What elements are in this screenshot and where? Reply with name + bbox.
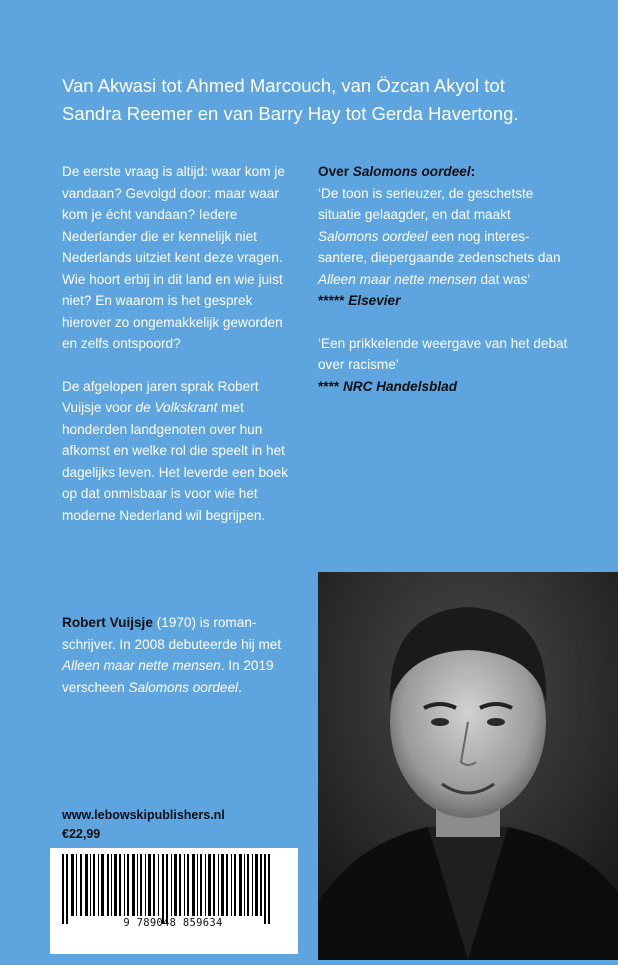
headline-line-2: Sandra Reemer en van Barry Hay tot Gerda Havertong. (62, 103, 519, 124)
quote-text: ‘Een prikkelende weergave van het debat over racisme’ (318, 335, 568, 372)
quote-text: ‘De toon is serieuzer, de geschetste situatie gelaagder, en dat maakt (318, 185, 534, 222)
author-photo (318, 572, 618, 960)
rating-stars: ***** (318, 293, 345, 308)
quote-book-title: Salomons oordeel (318, 228, 428, 244)
bio-text: . (238, 679, 242, 695)
quote-book-title: Alleen maar nette mensen (318, 271, 477, 287)
paragraph-text: De afgelopen jaren sprak Robert Vuijsje voor (62, 378, 259, 415)
bio-book-title: Salomons oordeel (128, 679, 239, 695)
reviews-heading (318, 161, 568, 183)
heading-prefix: Over (318, 164, 353, 179)
review-quote-2 (318, 333, 568, 398)
publisher-url: www.lebowskipublishers.nl (62, 808, 225, 822)
barcode (50, 848, 298, 954)
barcode-bars (50, 848, 298, 954)
quote-text: dat was’ (476, 271, 531, 287)
bio-book-title: Alleen maar nette mensen (62, 658, 221, 673)
paragraph-text: met honderden landgenoten over hun afkomst en welke rol die speelt in het dagelijks leven. Het leverde een boek op dat onmisbaar is voor wie het moderne Nederland wil begrijpen. (62, 400, 288, 523)
description-column (62, 161, 294, 547)
description-paragraph-1: De eerste vraag is altijd: waar kom je vandaan? Gevolgd door: maar waar kom je écht vandaan? Iedere Nederlander die er kennelijk niet Nederlands uitziet kent deze vragen. Wie hoort erbij in dit land en wie juist niet? En waarom is het gesprek hierover zo ongemakkelijk geworden en zelfs ontspoord? (62, 164, 285, 351)
rating-source: Elsevier (348, 293, 401, 308)
review-rating-1 (318, 293, 400, 308)
rating-stars: **** (318, 378, 340, 394)
price: €22,99 (62, 827, 101, 841)
review-rating-2 (318, 379, 457, 394)
headline (62, 72, 582, 128)
headline-line-1: Van Akwasi tot Ahmed Marcouch, van Özcan Akyol tot (62, 75, 505, 96)
bio-text: (1970) is romanschrijver. In 2008 debuteerde hij met (62, 615, 282, 652)
heading-suffix: : (470, 164, 476, 179)
reviews-column (318, 161, 568, 418)
review-quote-1 (318, 183, 568, 312)
author-bio (62, 612, 294, 698)
author-name: Robert Vuijsje (62, 615, 153, 630)
description-paragraph-2 (62, 376, 294, 527)
rating-source: NRC Handelsblad (342, 378, 458, 394)
heading-book-title: Salomons oordeel (352, 164, 471, 179)
isbn-digits: 9 789048 859634 (123, 917, 223, 929)
quote-text: een nog interessantere, diepergaande zedenschets dan (318, 228, 561, 265)
author-portrait-image (318, 572, 618, 960)
newspaper-title: de Volkskrant (135, 400, 218, 415)
bio-text: . In 2019 verscheen (62, 658, 274, 695)
